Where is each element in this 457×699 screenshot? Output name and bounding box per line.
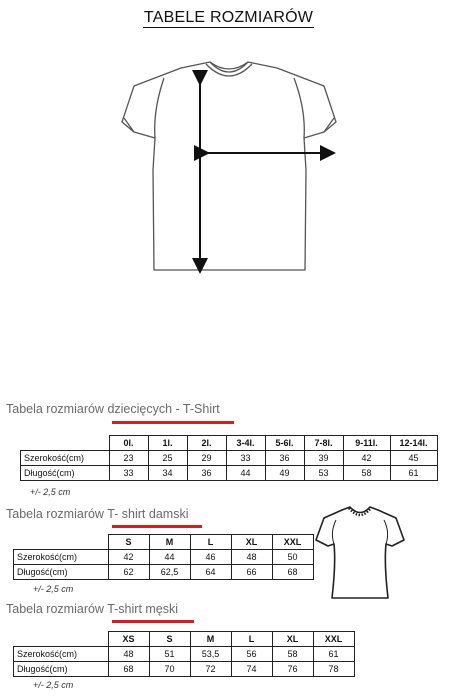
heading-underline <box>112 421 234 424</box>
column-header: S <box>149 632 190 647</box>
table-cell: 48 <box>231 550 272 565</box>
table-cell: 53 <box>304 466 343 481</box>
column-header: 7-8l. <box>304 436 343 451</box>
table-cell: 64 <box>190 565 231 580</box>
table-cell: 74 <box>231 662 272 677</box>
tolerance-note: +/- 2,5 cm <box>33 680 74 690</box>
column-header: S <box>108 535 149 550</box>
row-label: Długość(cm) <box>14 662 109 677</box>
table-header-row <box>14 632 355 647</box>
table-cell: 68 <box>272 565 313 580</box>
table-cell: 44 <box>226 466 265 481</box>
column-header: 12-14l. <box>390 436 437 451</box>
tolerance-note: +/- 2,5 cm <box>33 584 74 594</box>
row-label: Szerokość(cm) <box>21 451 110 466</box>
table-row <box>14 550 314 565</box>
table-cell: 39 <box>304 451 343 466</box>
column-header: 5-6l. <box>265 436 304 451</box>
womens-tshirt-icon <box>312 504 408 602</box>
corner-cell <box>14 535 109 550</box>
column-header: XL <box>231 535 272 550</box>
table-header-row <box>14 535 314 550</box>
table-cell: 56 <box>231 647 272 662</box>
table-row <box>14 662 355 677</box>
column-header: M <box>190 632 231 647</box>
row-label: Szerokość(cm) <box>14 550 109 565</box>
table-cell: 58 <box>272 647 313 662</box>
table-cell: 76 <box>272 662 313 677</box>
table-cell: 53,5 <box>190 647 231 662</box>
column-header: M <box>149 535 190 550</box>
table-cell: 78 <box>313 662 354 677</box>
row-label: Długość(cm) <box>21 466 110 481</box>
table-cell: 62 <box>108 565 149 580</box>
table-cell: 29 <box>187 451 226 466</box>
table-cell: 36 <box>187 466 226 481</box>
section-heading-kids: Tabela rozmiarów dziecięcych - T-Shirt <box>6 402 220 416</box>
table-cell: 48 <box>108 647 149 662</box>
column-header: 3-4l. <box>226 436 265 451</box>
corner-cell <box>14 632 109 647</box>
column-header: 0l. <box>109 436 148 451</box>
table-cell: 50 <box>272 550 313 565</box>
section-heading-women: Tabela rozmiarów T- shirt damski <box>6 507 189 521</box>
table-cell: 61 <box>390 466 437 481</box>
row-label: Długość(cm) <box>14 565 109 580</box>
page-title: TABELE ROZMIARÓW <box>143 9 314 26</box>
section-heading-men: Tabela rozmiarów T-shirt męski <box>6 602 179 616</box>
table-cell: 33 <box>109 466 148 481</box>
column-header: 2l. <box>187 436 226 451</box>
column-header: 1l. <box>148 436 187 451</box>
table-cell: 68 <box>108 662 149 677</box>
table-cell: 42 <box>108 550 149 565</box>
table-cell: 66 <box>231 565 272 580</box>
table-cell: 45 <box>390 451 437 466</box>
table-cell: 72 <box>190 662 231 677</box>
table-row <box>14 647 355 662</box>
table-cell: 46 <box>190 550 231 565</box>
heading-underline <box>112 525 202 528</box>
table-cell: 34 <box>148 466 187 481</box>
table-cell: 36 <box>265 451 304 466</box>
table-cell: 23 <box>109 451 148 466</box>
table-cell: 51 <box>149 647 190 662</box>
table-row <box>14 565 314 580</box>
table-row <box>21 451 438 466</box>
table-cell: 58 <box>343 466 390 481</box>
column-header: XXL <box>313 632 354 647</box>
column-header: L <box>190 535 231 550</box>
size-table-women <box>13 534 314 580</box>
table-cell: 49 <box>265 466 304 481</box>
table-cell: 33 <box>226 451 265 466</box>
tshirt-measurement-icon <box>118 60 340 278</box>
table-header-row <box>21 436 438 451</box>
column-header: L <box>231 632 272 647</box>
tolerance-note: +/- 2,5 cm <box>30 487 71 497</box>
heading-underline <box>112 620 194 623</box>
table-cell: 70 <box>149 662 190 677</box>
size-table-men <box>13 631 355 677</box>
column-header: XXL <box>272 535 313 550</box>
table-cell: 44 <box>149 550 190 565</box>
table-cell: 62,5 <box>149 565 190 580</box>
corner-cell <box>21 436 110 451</box>
row-label: Szerokość(cm) <box>14 647 109 662</box>
column-header: 9-11l. <box>343 436 390 451</box>
table-row <box>21 466 438 481</box>
table-cell: 61 <box>313 647 354 662</box>
column-header: XL <box>272 632 313 647</box>
size-table-kids <box>20 435 438 481</box>
table-cell: 25 <box>148 451 187 466</box>
table-cell: 42 <box>343 451 390 466</box>
column-header: XS <box>108 632 149 647</box>
